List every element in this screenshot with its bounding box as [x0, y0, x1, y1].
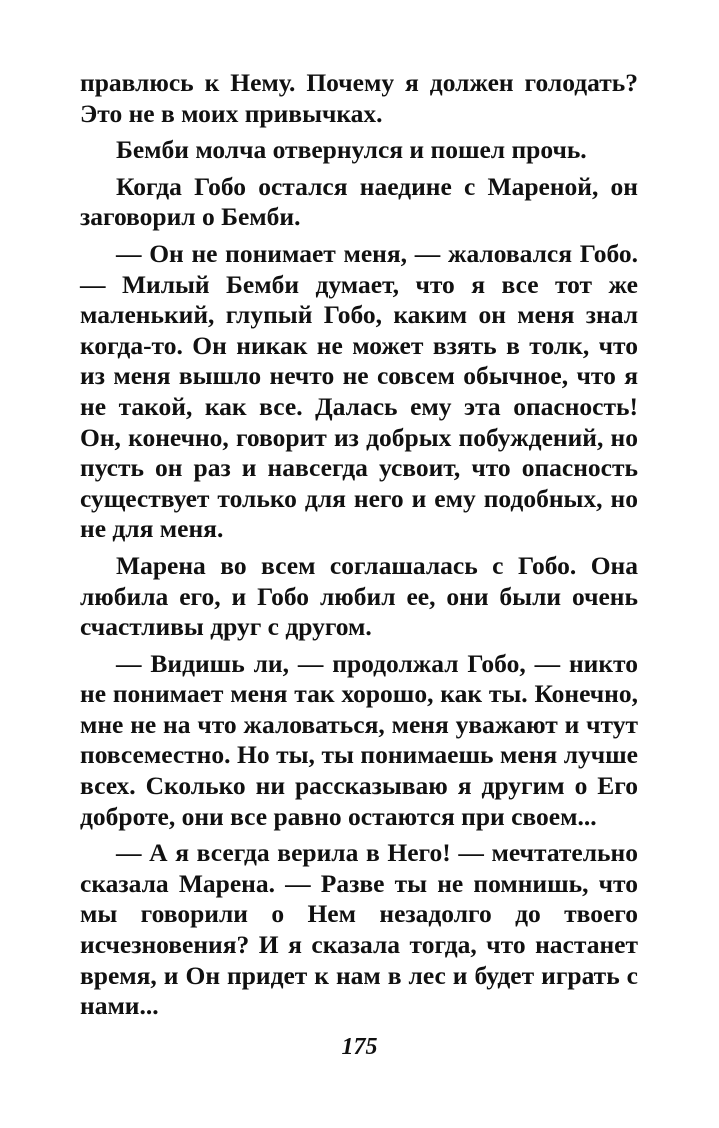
paragraph-1: правлюсь к Нему. Почему я должен голодать? Это не в моих привычках.	[80, 68, 638, 128]
paragraph-3: Когда Гобо остался наедине с Мареной, он заговорил о Бемби.	[80, 171, 638, 232]
paragraph-4: — Он не понимает меня, — жаловался Гобо. — Милый Бемби думает, что я все тот же маленький, глупый Гобо, каким он меня знал когда-то. Он никак не может взять в толк, что из меня вышло нечто не совсем обычное, что я не такой, как все. Далась ему эта опасность! Он, конечно, говорит из добрых побуждений, но пусть он раз и навсегда усвоит, что опасность существует только для него и ему подобных, но не для меня.	[80, 238, 638, 544]
page-number: 175	[341, 1034, 378, 1060]
paragraph-7: — А я всегда верила в Него! — мечтательно сказала Марена. — Разве ты не помнишь, что мы говорили о Нем незадолго до твоего исчезновения? И я сказала тогда, что настанет время, и Он придет к нам в лес и будет играть с нами...	[80, 838, 638, 1021]
paragraph-2: Бемби молча отвернулся и пошел прочь.	[116, 135, 587, 165]
paragraph-6: — Видишь ли, — продолжал Гобо, — никто не понимает меня так хорошо, как ты. Конечно, мне не на что жаловаться, меня уважают и чтут повсеместно. Но ты, ты понимаешь меня лучше всех. Сколько ни рассказываю я другим о Его доброте, они все равно остаются при своем...	[80, 648, 638, 831]
book-page-text	[80, 68, 638, 1028]
paragraph-5: Марена во всем соглашалась с Гобо. Она любила его, и Гобо любил ее, они были очень счастливы друг с другом.	[80, 550, 638, 642]
